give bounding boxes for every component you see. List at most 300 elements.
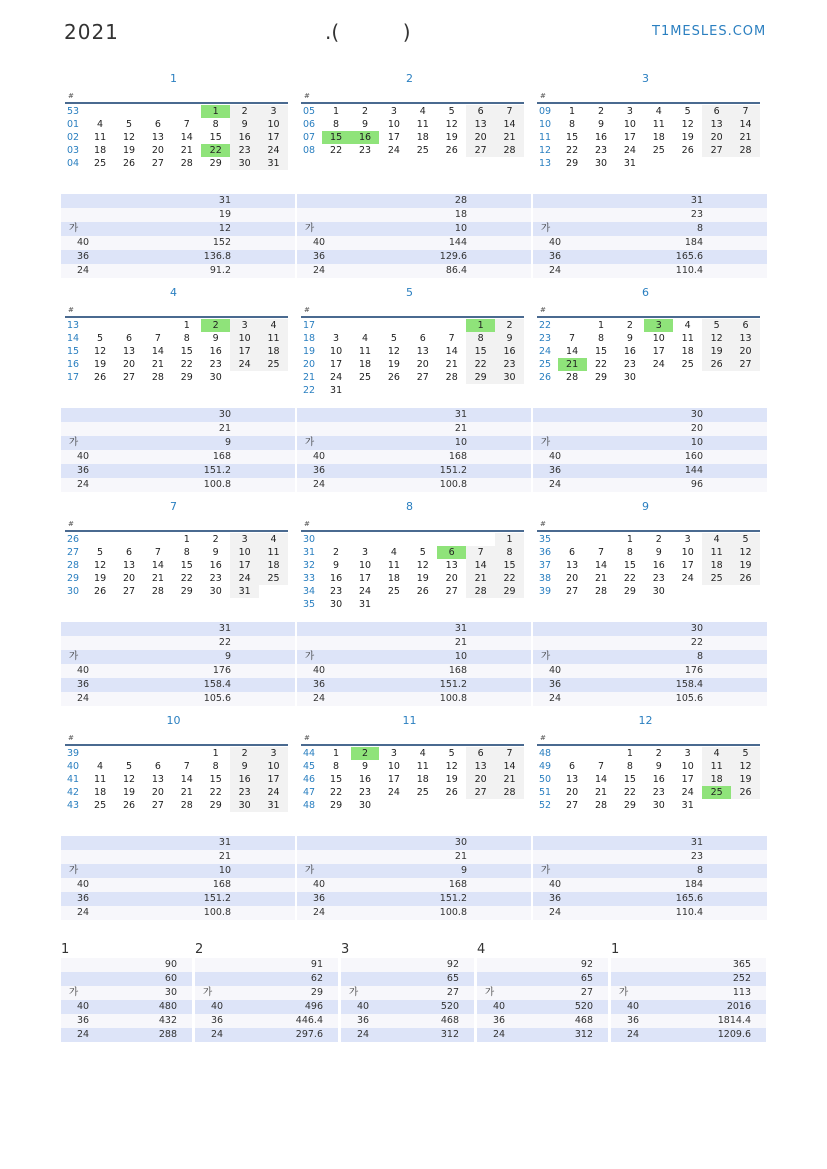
day-cell[interactable]: 29 — [594, 372, 608, 383]
day-cell[interactable]: 14 — [495, 118, 524, 131]
day-cell[interactable]: 29 — [209, 158, 222, 169]
day-cell[interactable]: 11 — [259, 546, 288, 559]
day-cell[interactable]: 17 — [230, 345, 259, 358]
day-cell[interactable]: 23 — [358, 787, 372, 798]
day-cell[interactable]: 28 — [495, 786, 524, 799]
day-cell[interactable]: 28 — [566, 372, 579, 383]
day-cell[interactable]: 10 — [623, 119, 636, 130]
day-cell[interactable]: 4 — [259, 533, 288, 546]
day-cell[interactable]: 2 — [201, 319, 230, 332]
day-cell[interactable]: 19 — [702, 345, 731, 358]
day-cell[interactable]: 19 — [445, 774, 458, 785]
day-cell[interactable]: 26 — [702, 358, 731, 371]
day-cell[interactable]: 19 — [94, 359, 107, 370]
day-cell[interactable]: 19 — [731, 559, 760, 572]
day-cell[interactable]: 26 — [122, 158, 136, 169]
day-cell[interactable]: 18 — [416, 132, 429, 143]
day-cell[interactable]: 25 — [387, 586, 400, 597]
day-cell[interactable]: 17 — [652, 346, 665, 357]
day-cell[interactable]: 31 — [230, 585, 259, 598]
day-cell[interactable]: 14 — [180, 132, 193, 143]
day-cell[interactable]: 4 — [655, 106, 662, 117]
day-cell[interactable]: 1 — [626, 534, 633, 545]
day-cell[interactable]: 9 — [333, 560, 340, 571]
day-cell[interactable]: 16 — [495, 345, 524, 358]
day-cell[interactable]: 11 — [94, 132, 107, 143]
day-cell[interactable]: 21 — [495, 773, 524, 786]
day-cell[interactable]: 23 — [330, 586, 343, 597]
day-cell[interactable]: 10 — [681, 761, 694, 772]
day-cell[interactable]: 21 — [180, 145, 193, 156]
day-cell[interactable]: 12 — [731, 546, 760, 559]
day-cell[interactable]: 30 — [495, 371, 524, 384]
day-cell[interactable]: 20 — [566, 573, 579, 584]
day-cell[interactable]: 30 — [652, 800, 665, 811]
day-cell[interactable]: 24 — [358, 586, 372, 597]
day-cell[interactable]: 2 — [655, 748, 662, 759]
day-cell[interactable]: 30 — [594, 158, 608, 169]
day-cell[interactable]: 29 — [180, 586, 193, 597]
day-cell[interactable]: 29 — [623, 586, 636, 597]
day-cell[interactable]: 12 — [702, 332, 731, 345]
day-cell[interactable]: 26 — [731, 786, 760, 799]
day-cell[interactable]: 20 — [122, 573, 136, 584]
day-cell[interactable]: 28 — [180, 800, 193, 811]
day-cell[interactable]: 26 — [445, 787, 458, 798]
day-cell[interactable]: 29 — [623, 800, 636, 811]
day-cell[interactable]: 22 — [180, 573, 193, 584]
day-cell[interactable]: 13 — [122, 560, 136, 571]
day-cell[interactable]: 6 — [702, 105, 731, 118]
day-cell[interactable]: 26 — [445, 145, 458, 156]
day-cell[interactable]: 2 — [351, 747, 380, 760]
day-cell[interactable]: 5 — [97, 333, 104, 344]
day-cell[interactable]: 26 — [681, 145, 694, 156]
day-cell[interactable]: 5 — [731, 533, 760, 546]
day-cell[interactable]: 25 — [681, 359, 694, 370]
day-cell[interactable]: 25 — [702, 786, 731, 799]
day-cell[interactable]: 11 — [259, 332, 288, 345]
day-cell[interactable]: 7 — [495, 105, 524, 118]
day-cell[interactable]: 19 — [94, 573, 107, 584]
day-cell[interactable]: 5 — [684, 106, 691, 117]
day-cell[interactable]: 28 — [180, 158, 193, 169]
day-cell[interactable]: 25 — [702, 572, 731, 585]
day-cell[interactable]: 13 — [416, 346, 429, 357]
day-cell[interactable]: 20 — [466, 131, 495, 144]
day-cell[interactable]: 11 — [416, 119, 429, 130]
day-cell[interactable]: 12 — [387, 346, 400, 357]
day-cell[interactable]: 23 — [209, 573, 222, 584]
day-cell[interactable]: 8 — [466, 332, 495, 345]
day-cell[interactable]: 23 — [652, 573, 665, 584]
day-cell[interactable]: 7 — [154, 333, 161, 344]
day-cell[interactable]: 20 — [122, 359, 136, 370]
day-cell[interactable]: 15 — [209, 132, 222, 143]
day-cell[interactable]: 8 — [333, 119, 340, 130]
day-cell[interactable]: 9 — [230, 760, 259, 773]
day-cell[interactable]: 6 — [154, 119, 161, 130]
day-cell[interactable]: 13 — [466, 760, 495, 773]
day-cell[interactable]: 28 — [445, 372, 458, 383]
day-cell[interactable]: 3 — [361, 547, 368, 558]
day-cell[interactable]: 6 — [437, 546, 466, 559]
day-cell[interactable]: 29 — [209, 800, 222, 811]
day-cell[interactable]: 27 — [731, 358, 760, 371]
day-cell[interactable]: 16 — [623, 346, 636, 357]
day-cell[interactable]: 10 — [230, 546, 259, 559]
day-cell[interactable]: 19 — [731, 773, 760, 786]
day-cell[interactable]: 15 — [495, 559, 524, 572]
day-cell[interactable]: 18 — [259, 345, 288, 358]
day-cell[interactable]: 30 — [623, 372, 636, 383]
day-cell[interactable]: 19 — [681, 132, 694, 143]
day-cell[interactable]: 27 — [151, 800, 164, 811]
day-cell[interactable]: 9 — [655, 547, 662, 558]
day-cell[interactable]: 1 — [333, 106, 340, 117]
day-cell[interactable]: 7 — [183, 761, 190, 772]
day-cell[interactable]: 13 — [466, 118, 495, 131]
day-cell[interactable]: 27 — [466, 144, 495, 157]
day-cell[interactable]: 13 — [445, 560, 458, 571]
day-cell[interactable]: 10 — [387, 761, 400, 772]
day-cell[interactable]: 3 — [259, 105, 288, 118]
day-cell[interactable]: 6 — [466, 747, 495, 760]
day-cell[interactable]: 26 — [122, 800, 136, 811]
day-cell[interactable]: 12 — [94, 560, 107, 571]
day-cell[interactable]: 4 — [419, 106, 426, 117]
day-cell[interactable]: 7 — [569, 333, 576, 344]
day-cell[interactable]: 3 — [230, 533, 259, 546]
day-cell[interactable]: 21 — [594, 573, 608, 584]
day-cell[interactable]: 31 — [259, 799, 288, 812]
day-cell[interactable]: 16 — [652, 560, 665, 571]
day-cell[interactable]: 12 — [445, 119, 458, 130]
day-cell[interactable]: 1 — [597, 320, 604, 331]
day-cell[interactable]: 18 — [94, 787, 107, 798]
day-cell[interactable]: 12 — [445, 761, 458, 772]
day-cell[interactable]: 14 — [445, 346, 458, 357]
day-cell[interactable]: 7 — [466, 546, 495, 559]
day-cell[interactable]: 18 — [259, 559, 288, 572]
day-cell[interactable]: 2 — [333, 547, 340, 558]
day-cell[interactable]: 22 — [209, 787, 222, 798]
day-cell[interactable]: 22 — [330, 145, 343, 156]
day-cell[interactable]: 7 — [154, 547, 161, 558]
day-cell[interactable]: 28 — [151, 586, 164, 597]
day-cell[interactable]: 25 — [94, 800, 107, 811]
day-cell[interactable]: 10 — [259, 118, 288, 131]
site-logo-link[interactable]: T1MESLES.COM — [652, 24, 767, 39]
day-cell[interactable]: 15 — [623, 560, 636, 571]
day-cell[interactable]: 4 — [259, 319, 288, 332]
day-cell[interactable]: 12 — [122, 132, 136, 143]
day-cell[interactable]: 2 — [626, 320, 633, 331]
day-cell[interactable]: 10 — [681, 547, 694, 558]
day-cell[interactable]: 20 — [445, 573, 458, 584]
day-cell[interactable]: 12 — [122, 774, 136, 785]
day-cell[interactable]: 22 — [623, 787, 636, 798]
day-cell[interactable]: 27 — [702, 144, 731, 157]
day-cell[interactable]: 1 — [333, 748, 340, 759]
day-cell[interactable]: 14 — [180, 774, 193, 785]
day-cell[interactable]: 27 — [566, 586, 579, 597]
day-cell[interactable]: 9 — [626, 333, 633, 344]
day-cell[interactable]: 15 — [322, 131, 351, 144]
day-cell[interactable]: 9 — [212, 333, 219, 344]
day-cell[interactable]: 31 — [681, 800, 694, 811]
day-cell[interactable]: 1 — [201, 105, 230, 118]
day-cell[interactable]: 14 — [594, 774, 608, 785]
day-cell[interactable]: 10 — [358, 560, 372, 571]
day-cell[interactable]: 8 — [333, 761, 340, 772]
day-cell[interactable]: 5 — [448, 748, 455, 759]
day-cell[interactable]: 3 — [684, 534, 691, 545]
day-cell[interactable]: 20 — [151, 787, 164, 798]
day-cell[interactable]: 22 — [623, 573, 636, 584]
day-cell[interactable]: 19 — [416, 573, 429, 584]
day-cell[interactable]: 31 — [330, 385, 343, 396]
day-cell[interactable]: 24 — [681, 573, 694, 584]
day-cell[interactable]: 15 — [566, 132, 579, 143]
day-cell[interactable]: 23 — [358, 145, 372, 156]
day-cell[interactable]: 25 — [416, 145, 429, 156]
day-cell[interactable]: 3 — [259, 747, 288, 760]
day-cell[interactable]: 1 — [466, 319, 495, 332]
day-cell[interactable]: 18 — [702, 559, 731, 572]
day-cell[interactable]: 28 — [594, 800, 608, 811]
day-cell[interactable]: 5 — [125, 761, 132, 772]
day-cell[interactable]: 13 — [122, 346, 136, 357]
day-cell[interactable]: 25 — [358, 372, 372, 383]
day-cell[interactable]: 17 — [681, 560, 694, 571]
day-cell[interactable]: 16 — [358, 774, 372, 785]
day-cell[interactable]: 30 — [358, 800, 372, 811]
day-cell[interactable]: 16 — [230, 773, 259, 786]
day-cell[interactable]: 5 — [731, 747, 760, 760]
day-cell[interactable]: 4 — [97, 119, 104, 130]
day-cell[interactable]: 1 — [495, 533, 524, 546]
day-cell[interactable]: 29 — [566, 158, 579, 169]
day-cell[interactable]: 8 — [183, 333, 190, 344]
day-cell[interactable]: 27 — [151, 158, 164, 169]
day-cell[interactable]: 6 — [731, 319, 760, 332]
day-cell[interactable]: 18 — [387, 573, 400, 584]
day-cell[interactable]: 26 — [731, 572, 760, 585]
day-cell[interactable]: 22 — [330, 787, 343, 798]
day-cell[interactable]: 11 — [702, 760, 731, 773]
day-cell[interactable]: 26 — [416, 586, 429, 597]
day-cell[interactable]: 25 — [259, 572, 288, 585]
day-cell[interactable]: 24 — [387, 787, 400, 798]
day-cell[interactable]: 22 — [180, 359, 193, 370]
day-cell[interactable]: 16 — [594, 132, 608, 143]
day-cell[interactable]: 22 — [495, 572, 524, 585]
day-cell[interactable]: 18 — [416, 774, 429, 785]
day-cell[interactable]: 13 — [566, 560, 579, 571]
day-cell[interactable]: 5 — [125, 119, 132, 130]
day-cell[interactable]: 15 — [594, 346, 608, 357]
day-cell[interactable]: 19 — [387, 359, 400, 370]
day-cell[interactable]: 2 — [361, 106, 368, 117]
day-cell[interactable]: 24 — [623, 145, 636, 156]
day-cell[interactable]: 15 — [466, 345, 495, 358]
day-cell[interactable]: 10 — [259, 760, 288, 773]
day-cell[interactable]: 25 — [416, 787, 429, 798]
day-cell[interactable]: 24 — [652, 359, 665, 370]
day-cell[interactable]: 30 — [652, 586, 665, 597]
day-cell[interactable]: 25 — [652, 145, 665, 156]
day-cell[interactable]: 11 — [387, 560, 400, 571]
day-cell[interactable]: 17 — [358, 573, 372, 584]
day-cell[interactable]: 27 — [566, 800, 579, 811]
day-cell[interactable]: 27 — [466, 786, 495, 799]
day-cell[interactable]: 3 — [684, 748, 691, 759]
day-cell[interactable]: 8 — [597, 333, 604, 344]
day-cell[interactable]: 8 — [626, 761, 633, 772]
day-cell[interactable]: 29 — [180, 372, 193, 383]
day-cell[interactable]: 28 — [151, 372, 164, 383]
day-cell[interactable]: 21 — [180, 787, 193, 798]
day-cell[interactable]: 8 — [183, 547, 190, 558]
day-cell[interactable]: 18 — [652, 132, 665, 143]
day-cell[interactable]: 23 — [623, 359, 636, 370]
day-cell[interactable]: 18 — [358, 359, 372, 370]
day-cell[interactable]: 9 — [495, 332, 524, 345]
day-cell[interactable]: 24 — [681, 787, 694, 798]
day-cell[interactable]: 9 — [361, 119, 368, 130]
day-cell[interactable]: 3 — [390, 748, 397, 759]
day-cell[interactable]: 16 — [209, 346, 222, 357]
day-cell[interactable]: 31 — [623, 158, 636, 169]
day-cell[interactable]: 29 — [466, 371, 495, 384]
day-cell[interactable]: 11 — [416, 761, 429, 772]
day-cell[interactable]: 20 — [466, 773, 495, 786]
day-cell[interactable]: 10 — [652, 333, 665, 344]
day-cell[interactable]: 13 — [702, 118, 731, 131]
day-cell[interactable]: 24 — [230, 358, 259, 371]
day-cell[interactable]: 21 — [731, 131, 760, 144]
day-cell[interactable]: 27 — [122, 586, 136, 597]
day-cell[interactable]: 14 — [495, 760, 524, 773]
day-cell[interactable]: 28 — [495, 144, 524, 157]
day-cell[interactable]: 18 — [94, 145, 107, 156]
day-cell[interactable]: 21 — [445, 359, 458, 370]
day-cell[interactable]: 4 — [702, 747, 731, 760]
day-cell[interactable]: 6 — [569, 761, 576, 772]
day-cell[interactable]: 16 — [652, 774, 665, 785]
day-cell[interactable]: 20 — [702, 131, 731, 144]
day-cell[interactable]: 2 — [212, 534, 219, 545]
day-cell[interactable]: 2 — [495, 319, 524, 332]
day-cell[interactable]: 21 — [151, 359, 164, 370]
day-cell[interactable]: 26 — [387, 372, 400, 383]
day-cell[interactable]: 8 — [495, 546, 524, 559]
day-cell[interactable]: 17 — [623, 132, 636, 143]
day-cell[interactable]: 8 — [212, 761, 219, 772]
day-cell[interactable]: 11 — [702, 546, 731, 559]
day-cell[interactable]: 29 — [330, 800, 343, 811]
day-cell[interactable]: 27 — [122, 372, 136, 383]
day-cell[interactable]: 4 — [419, 748, 426, 759]
day-cell[interactable]: 4 — [97, 761, 104, 772]
day-cell[interactable]: 7 — [731, 105, 760, 118]
day-cell[interactable]: 24 — [387, 145, 400, 156]
day-cell[interactable]: 15 — [623, 774, 636, 785]
day-cell[interactable]: 14 — [731, 118, 760, 131]
day-cell[interactable]: 4 — [702, 533, 731, 546]
day-cell[interactable]: 22 — [566, 145, 579, 156]
day-cell[interactable]: 25 — [259, 358, 288, 371]
day-cell[interactable]: 6 — [125, 333, 132, 344]
day-cell[interactable]: 4 — [361, 333, 368, 344]
day-cell[interactable]: 3 — [333, 333, 340, 344]
day-cell[interactable]: 1 — [183, 320, 190, 331]
day-cell[interactable]: 4 — [390, 547, 397, 558]
day-cell[interactable]: 2 — [230, 105, 259, 118]
day-cell[interactable]: 25 — [94, 158, 107, 169]
day-cell[interactable]: 23 — [230, 144, 259, 157]
day-cell[interactable]: 14 — [566, 346, 579, 357]
day-cell[interactable]: 15 — [330, 774, 343, 785]
day-cell[interactable]: 3 — [644, 319, 673, 332]
day-cell[interactable]: 6 — [125, 547, 132, 558]
day-cell[interactable]: 26 — [94, 372, 107, 383]
day-cell[interactable]: 5 — [702, 319, 731, 332]
day-cell[interactable]: 14 — [594, 560, 608, 571]
day-cell[interactable]: 17 — [230, 559, 259, 572]
day-cell[interactable]: 14 — [151, 560, 164, 571]
day-cell[interactable]: 17 — [259, 131, 288, 144]
day-cell[interactable]: 28 — [594, 586, 608, 597]
day-cell[interactable]: 6 — [419, 333, 426, 344]
day-cell[interactable]: 14 — [151, 346, 164, 357]
day-cell[interactable]: 16 — [209, 560, 222, 571]
day-cell[interactable]: 11 — [681, 333, 694, 344]
day-cell[interactable]: 22 — [466, 358, 495, 371]
day-cell[interactable]: 26 — [94, 586, 107, 597]
day-cell[interactable]: 31 — [259, 157, 288, 170]
day-cell[interactable]: 3 — [390, 106, 397, 117]
day-cell[interactable]: 28 — [466, 585, 495, 598]
day-cell[interactable]: 17 — [259, 773, 288, 786]
day-cell[interactable]: 23 — [594, 145, 608, 156]
day-cell[interactable]: 27 — [416, 372, 429, 383]
day-cell[interactable]: 7 — [495, 747, 524, 760]
day-cell[interactable]: 20 — [566, 787, 579, 798]
day-cell[interactable]: 31 — [358, 599, 372, 610]
day-cell[interactable]: 10 — [330, 346, 343, 357]
day-cell[interactable]: 13 — [731, 332, 760, 345]
day-cell[interactable]: 15 — [180, 346, 193, 357]
day-cell[interactable]: 1 — [569, 106, 576, 117]
day-cell[interactable]: 3 — [230, 319, 259, 332]
day-cell[interactable]: 9 — [212, 547, 219, 558]
day-cell[interactable]: 15 — [209, 774, 222, 785]
day-cell[interactable]: 9 — [230, 118, 259, 131]
day-cell[interactable]: 5 — [97, 547, 104, 558]
day-cell[interactable]: 10 — [387, 119, 400, 130]
day-cell[interactable]: 17 — [330, 359, 343, 370]
day-cell[interactable]: 22 — [201, 144, 230, 157]
day-cell[interactable]: 13 — [151, 132, 164, 143]
day-cell[interactable]: 3 — [626, 106, 633, 117]
day-cell[interactable]: 23 — [495, 358, 524, 371]
day-cell[interactable]: 20 — [416, 359, 429, 370]
day-cell[interactable]: 8 — [212, 119, 219, 130]
day-cell[interactable]: 18 — [681, 346, 694, 357]
day-cell[interactable]: 24 — [230, 572, 259, 585]
